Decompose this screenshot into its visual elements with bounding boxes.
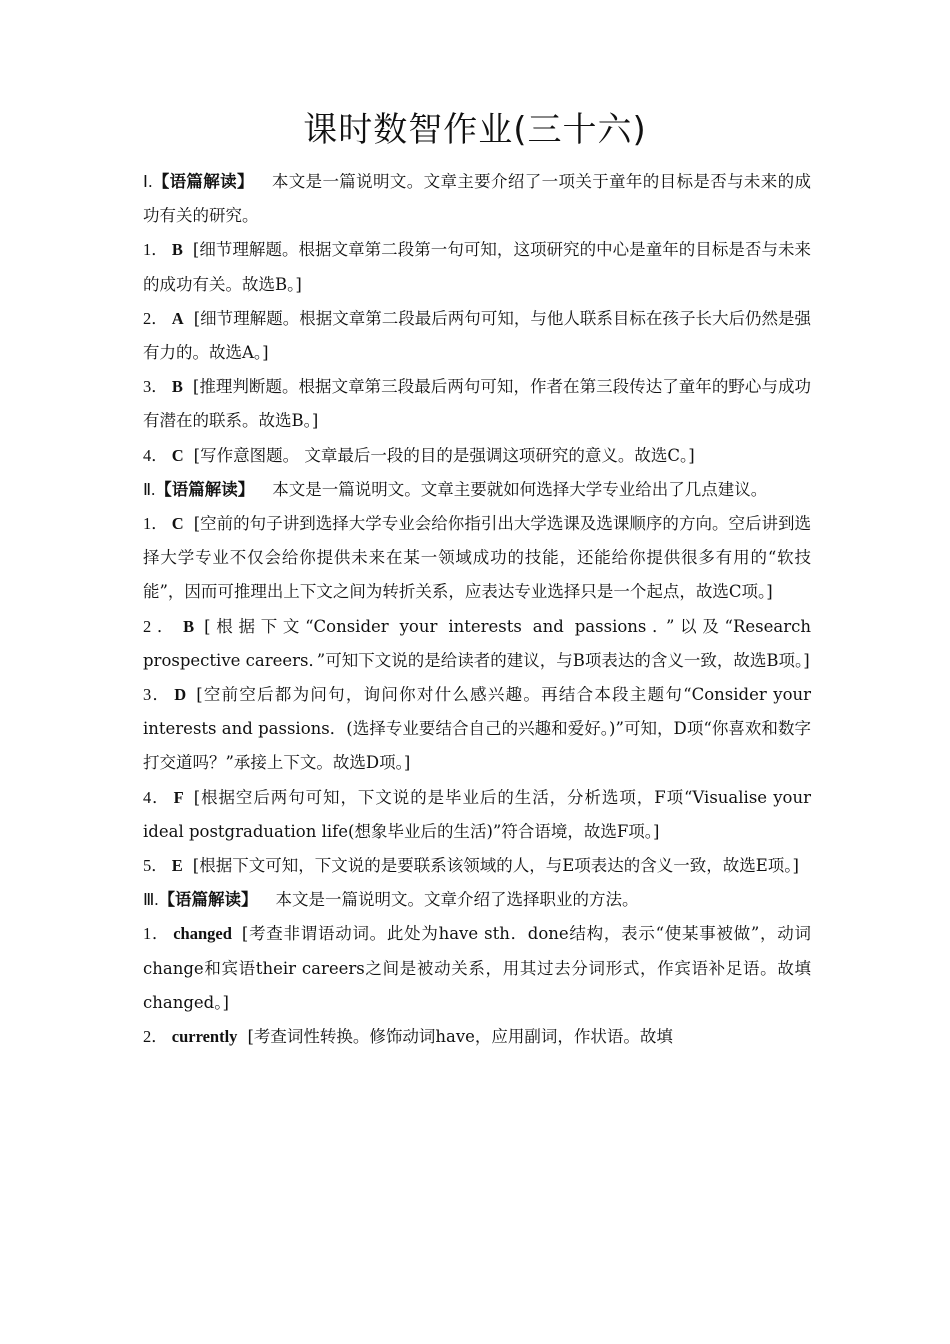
section-2-intro bbox=[143, 473, 811, 507]
answer-explanation: [细节理解题。根据文章第二段最后两句可知，与他人联系目标在孩子长大后仍然是强有力的。故选A。] bbox=[143, 308, 812, 363]
answer-explanation: [空前空后都为问句，询问你对什么感兴趣。再结合本段主题句“Consider your interests and passions．(选择专业要结合自己的兴趣和爱好。)”可知，D项“你喜欢和数字打交道吗？”承接上下文。故选D项。] bbox=[143, 685, 812, 773]
answer-key: B bbox=[183, 616, 195, 636]
answer-key: changed bbox=[173, 924, 232, 944]
section-1-intro bbox=[143, 165, 811, 233]
section-number: Ⅱ. bbox=[143, 479, 156, 499]
answer-key: B bbox=[171, 240, 183, 260]
answer-item bbox=[143, 678, 811, 781]
section-intro-text: 本文是一篇说明文。文章介绍了选择职业的方法。 bbox=[275, 890, 639, 910]
answer-explanation: [细节理解题。根据文章第二段第一句可知，这项研究的中心是童年的目标是否与未来的成功有关。故选B。] bbox=[143, 240, 812, 294]
item-number: 2． bbox=[143, 1027, 168, 1047]
item-number: 5． bbox=[143, 856, 168, 876]
section-number: Ⅰ. bbox=[143, 172, 153, 191]
page-title: 课时数智作业(三十六) bbox=[303, 110, 647, 150]
answer-item bbox=[143, 781, 811, 849]
answer-explanation: [根据空后两句可知，下文说的是毕业后的生活，分析选项，F项“Visualise your ideal postgraduation life(想象毕业后的生活)”符合语境，故选F项。] bbox=[143, 787, 811, 841]
section-intro-text: 本文是一篇说明文。文章主要就如何选择大学专业给出了几点建议。 bbox=[272, 479, 768, 499]
item-number: 3． bbox=[143, 377, 168, 397]
item-number: 1． bbox=[143, 240, 168, 260]
answer-item bbox=[143, 507, 811, 610]
answer-item bbox=[143, 302, 811, 370]
item-number: 2． bbox=[143, 616, 180, 636]
answer-body bbox=[143, 165, 811, 1054]
answer-item bbox=[143, 917, 811, 1020]
answer-explanation: [推理判断题。根据文章第三段最后两句可知，作者在第三段传达了童年的野心与成功有潜在的联系。故选B。] bbox=[143, 377, 812, 431]
answer-explanation: [写作意图题。 文章最后一段的目的是强调这项研究的意义。故选C。] bbox=[193, 445, 695, 465]
answer-item bbox=[143, 233, 811, 301]
section-tag: 【语篇解读】 bbox=[155, 479, 255, 499]
section-intro-text: 本文是一篇说明文。文章主要介绍了一项关于童年的目标是否与未来的成功有关的研究。 bbox=[143, 172, 812, 226]
answer-explanation: [考查非谓语动词。此处为have sth．done结构，表示“使某事被做”，动词change和宾语their careers之间是被动关系，用其过去分词形式，作宾语补足语。故填changed。] bbox=[143, 924, 812, 1012]
answer-key: C bbox=[171, 445, 184, 465]
section-3-intro bbox=[143, 883, 811, 917]
answer-item bbox=[143, 1020, 811, 1054]
item-number: 1． bbox=[143, 924, 170, 944]
answer-explanation: [空前的句子讲到选择大学专业会给你指引出大学选课及选课顺序的方向。空后讲到选择大学专业不仅会给你提供未来在某一领域成功的技能，还能给你提供很多有用的“软技能”，因而可推理出上下文之间为转折关系，应表达专业选择只是一个起点，故选C项。] bbox=[143, 514, 812, 602]
answer-key: E bbox=[171, 856, 183, 876]
section-tag: 【语篇解读】 bbox=[158, 890, 258, 910]
answer-key: C bbox=[171, 514, 184, 534]
item-number: 2． bbox=[143, 308, 168, 328]
item-number: 4． bbox=[143, 787, 170, 807]
item-number: 4． bbox=[143, 445, 168, 465]
section-number: Ⅲ. bbox=[143, 890, 159, 910]
answer-item bbox=[143, 610, 811, 678]
answer-key: B bbox=[171, 377, 183, 397]
answer-key: F bbox=[173, 787, 184, 807]
answer-key: D bbox=[174, 685, 187, 705]
answer-explanation: [根据下文可知，下文说的是要联系该领域的人，与E项表达的含义一致，故选E项。] bbox=[192, 856, 799, 876]
answer-explanation: [考查词性转换。修饰动词have，应用副词，作状语。故填 bbox=[247, 1027, 673, 1047]
answer-explanation: [根据下文“Consider your interests and passions．”以及“Research prospective careers．”可知下文说的是给读者的建议，与B项表达的含义一致，故选B项。] bbox=[143, 616, 812, 670]
answer-item bbox=[143, 849, 811, 883]
answer-item bbox=[143, 370, 811, 438]
section-tag: 【语篇解读】 bbox=[152, 172, 254, 191]
item-number: 3． bbox=[143, 685, 171, 705]
answer-item bbox=[143, 439, 811, 473]
answer-key: currently bbox=[171, 1027, 238, 1047]
answer-key: A bbox=[171, 308, 184, 328]
item-number: 1． bbox=[143, 514, 168, 534]
